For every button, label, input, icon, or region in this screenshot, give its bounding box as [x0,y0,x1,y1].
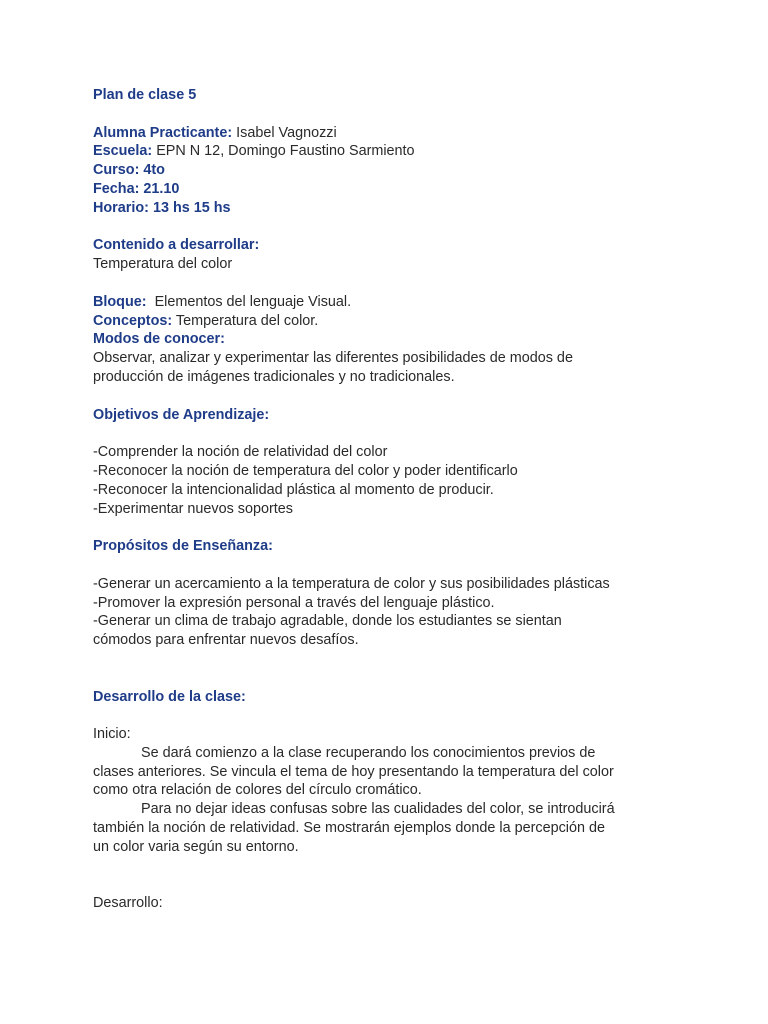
contenido-text: Temperatura del color [93,256,233,273]
objetivo-item: -Experimentar nuevos soportes [93,500,293,517]
alumna-line [93,124,673,143]
proposito-item: -Generar un acercamiento a la temperatura de color y sus posibilidades plásticas [93,575,610,592]
inicio-paragraph-1-line: clases anteriores. Se vincula el tema de hoy presentando la temperatura del color [93,763,614,780]
inicio-paragraph-2-line: también la noción de relatividad. Se mostrarán ejemplos donde la percepción de [93,820,605,837]
inicio-paragraph-2-line: un color varia según su entorno. [93,838,299,855]
modos-text-line-2: producción de imágenes tradicionales y no tradicionales. [93,368,455,385]
modos-text-line-1: Observar, analizar y experimentar las diferentes posibilidades de modos de [93,350,573,367]
conceptos-line [93,312,673,331]
objetivo-item: -Reconocer la intencionalidad plástica al momento de producir. [93,481,494,498]
modos-heading: Modos de conocer: [93,331,225,348]
bloque-line [93,293,673,312]
escuela-value: EPN N 12, Domingo Faustino Sarmiento [156,143,415,160]
escuela-line [93,142,673,161]
document-content [93,86,673,913]
page-title: Plan de clase 5 [93,87,197,103]
curso-line: Curso: 4to [93,162,165,179]
objetivo-item: -Reconocer la noción de temperatura del color y poder identificarlo [93,462,518,479]
conceptos-value: Temperatura del color. [175,312,319,329]
bloque-value: Elementos del lenguaje Visual. [154,293,352,310]
propositos-heading: Propósitos de Enseñanza: [93,538,273,555]
desarrollo-label: Desarrollo: [93,895,163,912]
inicio-label: Inicio: [93,726,131,743]
escuela-label: Escuela: [93,143,153,160]
inicio-paragraph-1-line: Se dará comienzo a la clase recuperando los conocimientos previos de [141,744,596,761]
horario-line: Horario: 13 hs 15 hs [93,199,231,216]
inicio-paragraph-1-line: como otra relación de colores del círculo cromático. [93,782,422,799]
conceptos-label: Conceptos: [93,312,173,329]
contenido-heading: Contenido a desarrollar: [93,237,260,254]
fecha-line: Fecha: 21.10 [93,180,180,197]
proposito-item: -Promover la expresión personal a través del lenguaje plástico. [93,594,495,611]
proposito-item: -Generar un clima de trabajo agradable, donde los estudiantes se sientan [93,613,562,630]
proposito-item: cómodos para enfrentar nuevos desafíos. [93,632,359,649]
objetivo-item: -Comprender la noción de relatividad del color [93,444,388,461]
alumna-label: Alumna Practicante: [93,124,233,141]
bloque-label: Bloque: [93,293,147,310]
desarrollo-heading: Desarrollo de la clase: [93,688,246,705]
alumna-value: Isabel Vagnozzi [236,124,337,141]
inicio-paragraph-2-line: Para no dejar ideas confusas sobre las cualidades del color, se introducirá [141,801,615,818]
objetivos-heading: Objetivos de Aprendizaje: [93,406,270,423]
